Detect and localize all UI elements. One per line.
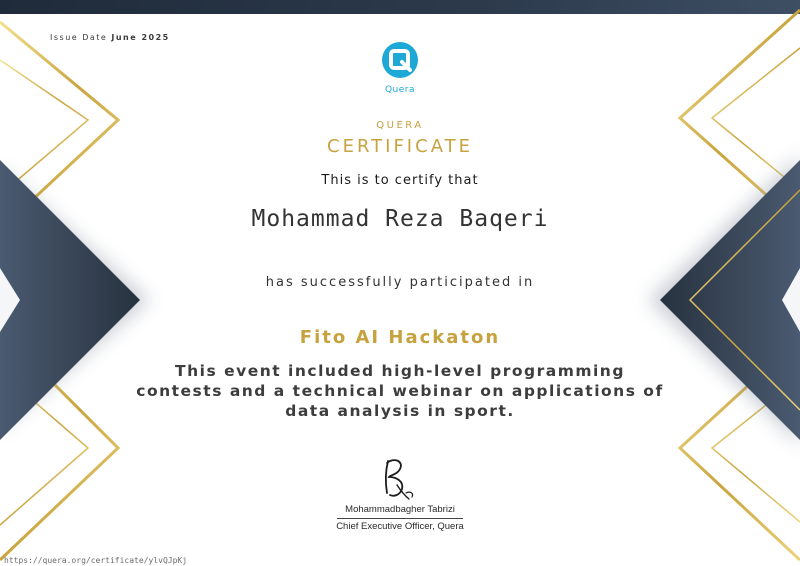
left-ornament [0, 22, 150, 560]
signature-icon [370, 455, 430, 505]
certificate-org: QUERA [376, 120, 424, 131]
certificate-url[interactable]: https://quera.org/certificate/ylvQJpKj [4, 556, 188, 565]
recipient-name: Mohammad Reza Baqeri [251, 206, 549, 232]
event-description: This event included high-level programming contests and a technical webinar on applications of data analysis in sport. [136, 362, 664, 420]
quera-logo-icon [380, 40, 420, 80]
certify-text: This is to certify that [321, 173, 479, 188]
issue-date-label: Issue Date [50, 33, 108, 42]
brand-name: Quera [384, 85, 416, 95]
signer-title: Chief Executive Officer, Quera [336, 521, 464, 532]
event-name: Fito AI Hackaton [299, 327, 501, 348]
signer-name: Mohammadbagher Tabrizi [345, 504, 455, 515]
participated-text: has successfully participated in [265, 275, 535, 290]
issue-date-value: June 2025 [111, 33, 170, 42]
issue-date [50, 33, 170, 42]
certificate-title: CERTIFICATE [327, 136, 473, 157]
signature-line [337, 518, 463, 519]
